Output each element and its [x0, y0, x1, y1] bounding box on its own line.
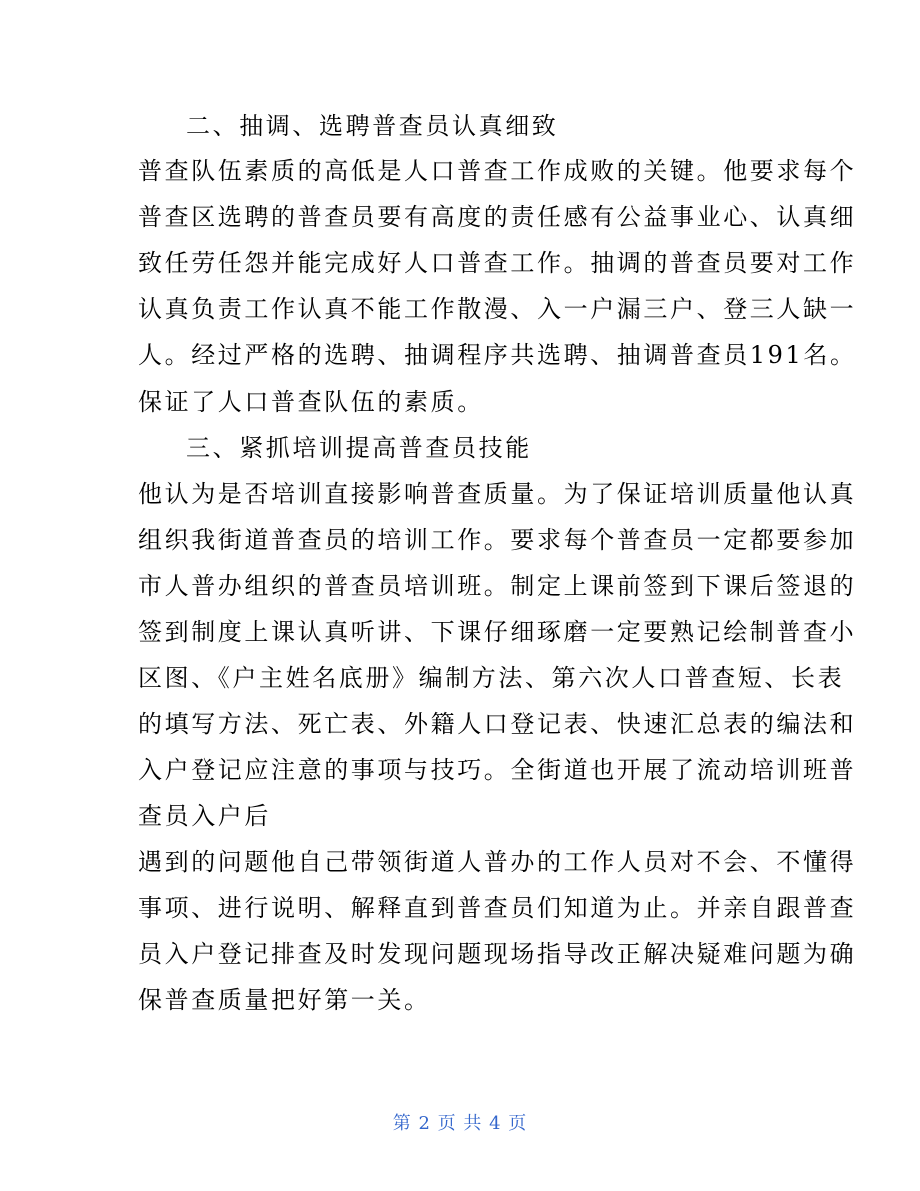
- paragraph-line: 签到制度上课认真听讲、下课仔细琢磨一定要熟记绘制普查小: [138, 618, 857, 646]
- paragraph-line: 普查队伍素质的高低是人口普查工作成败的关键。他要求每个: [138, 157, 857, 185]
- paragraph-line: 普查区选聘的普查员要有高度的责任感有公益事业心、认真细: [138, 203, 857, 231]
- paragraph-line: 保证了人口普查队伍的素质。: [138, 388, 484, 416]
- section-heading-2: 二、抽调、选聘普查员认真细致: [186, 112, 559, 140]
- paragraph-line: 保普查质量把好第一关。: [138, 986, 431, 1014]
- paragraph-line: 致任劳任怨并能完成好人口普查工作。抽调的普查员要对工作: [138, 249, 857, 277]
- paragraph-line: 遇到的问题他自己带领街道人普办的工作人员对不会、不懂得: [138, 848, 857, 876]
- paragraph-line: 员入户登记排查及时发现问题现场指导改正解决疑难问题为确: [138, 940, 857, 968]
- paragraph-line: 他认为是否培训直接影响普查质量。为了保证培训质量他认真: [138, 480, 857, 508]
- paragraph-line: 市人普办组织的普查员培训班。制定上课前签到下课后签退的: [138, 572, 857, 600]
- paragraph-line: 组织我街道普查员的培训工作。要求每个普查员一定都要参加: [138, 526, 857, 554]
- paragraph-line: 认真负责工作认真不能工作散漫、入一户漏三户、登三人缺一: [138, 295, 857, 323]
- paragraph-line: 事项、进行说明、解释直到普查员们知道为止。并亲自跟普查: [138, 894, 857, 922]
- paragraph-line: 人。经过严格的选聘、抽调程序共选聘、抽调普查员191名。: [138, 341, 857, 369]
- paragraph-line: 区图、《户主姓名底册》编制方法、第六次人口普查短、长表: [138, 664, 845, 692]
- paragraph-line: 查员入户后: [138, 802, 271, 830]
- page-number-footer: 第 2 页 共 4 页: [392, 1113, 528, 1134]
- paragraph-line: 入户登记应注意的事项与技巧。全街道也开展了流动培训班普: [138, 756, 857, 784]
- section-heading-3: 三、紧抓培训提高普查员技能: [186, 434, 532, 462]
- paragraph-line: 的填写方法、死亡表、外籍人口登记表、快速汇总表的编法和: [138, 710, 857, 738]
